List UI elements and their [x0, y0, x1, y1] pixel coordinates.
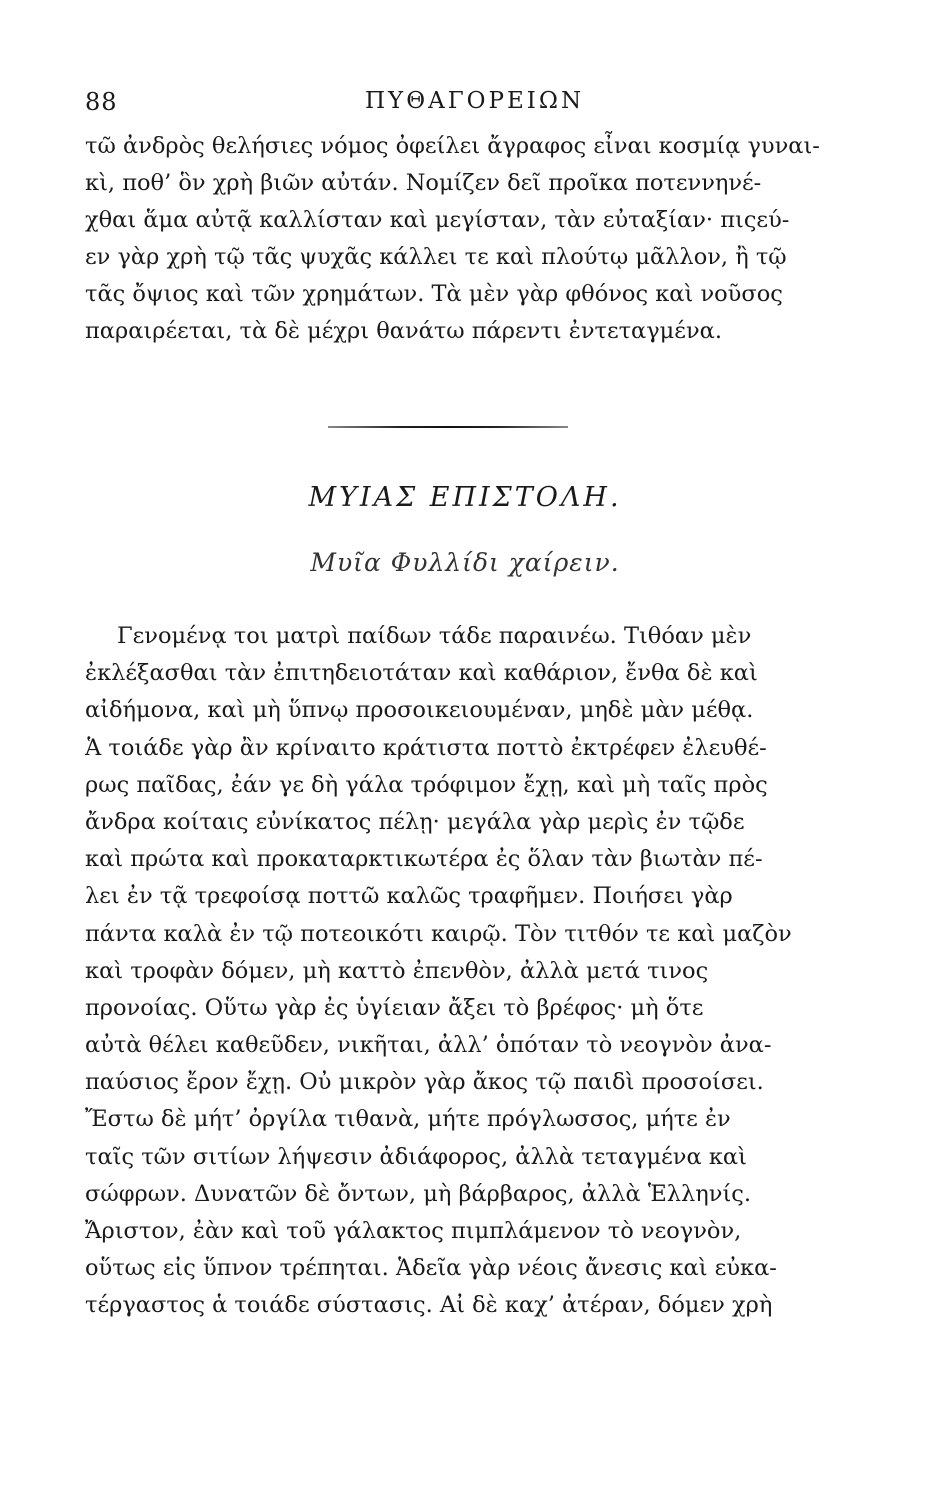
text-line: αἰδήμονα, καὶ μὴ ὕπνῳ προσοικειουμέναν, μηδὲ μὰν μέθᾳ.: [85, 697, 754, 724]
text-line: Ἁ τοιάδε γὰρ ἂν κρίναιτο κράτιστα ποττὸ ἐκτρέφεν ἐλευθέ-: [85, 734, 767, 761]
page-number: 88: [85, 88, 118, 116]
text-line: προνοίας. Οὕτω γὰρ ἐς ὑγίειαν ἄξει τὸ βρέφος· μὴ ὅτε: [85, 994, 704, 1021]
text-line: τῶ ἀνδρὸς θελήσιες νόμος ὀφείλει ἄγραφος εἶναι κοσμίᾳ γυναι-: [85, 133, 820, 159]
text-line: παύσιος ἔρον ἔχῃ. Οὐ μικρὸν γὰρ ἄκος τῷ παιδὶ προσοίσει.: [85, 1069, 764, 1096]
text-line: ρως παῖδας, ἐάν γε δὴ γάλα τρόφιμον ἔχῃ, καὶ μὴ ταῖς πρὸς: [85, 771, 768, 798]
text-line: ἐκλέξασθαι τὰν ἐπιτηδειοτάταν καὶ καθάριον, ἔνθα δὲ καὶ: [85, 660, 758, 687]
letter-body: [85, 618, 820, 1325]
text-line: λει ἐν τᾷ τρεφοίσᾳ ποττῶ καλῶς τραφῆμεν. Ποιήσει γὰρ: [85, 883, 733, 910]
text-line: τέργαστος ἁ τοιάδε σύστασις. Αἰ δὲ καχ’ ἀτέραν, δόμεν χρὴ: [85, 1292, 773, 1319]
text-line: κὶ, ποθ’ ὃν χρὴ βιῶν αὐτάν. Νομίζεν δεῖ προῖκα ποτεννηνέ-: [85, 170, 762, 196]
text-line: ἄνδρα κοίταις εὐνίκατος πέλῃ· μεγάλα γὰρ μερὶς ἐν τῷδε: [85, 808, 745, 835]
text-line: Ἄριστον, ἐὰν καὶ τοῦ γάλακτος πιμπλάμενον τὸ νεογνὸν,: [85, 1218, 742, 1244]
text-line: πάντα καλὰ ἐν τῷ ποτεοικότι καιρῷ. Τὸν τιτθόν τε καὶ μαζὸν: [85, 920, 792, 947]
text-line: Ἔστω δὲ μήτ’ ὀργίλα τιθανὰ, μήτε πρόγλωσσος, μήτε ἐν: [85, 1106, 731, 1133]
running-title: ΠΥΘΑΓΟΡΕΙΩΝ: [365, 88, 585, 114]
text-line: καὶ πρώτα καὶ προκαταρκτικωτέρα ἐς ὅλαν τὰν βιωτὰν πέ-: [85, 846, 763, 873]
text-line: εν γὰρ χρὴ τῷ τᾶς ψυχᾶς κάλλει τε καὶ πλούτῳ μᾶλλον, ἢ τῷ: [85, 244, 787, 270]
text-line: αὐτὰ θέλει καθεῦδεν, νικῆται, ἀλλ’ ὁπόταν τὸ νεογνὸν ἀνα-: [85, 1032, 772, 1059]
letter-title: ΜΥΙΑΣ ΕΠΙΣΤΟΛΗ.: [308, 482, 622, 513]
text-line: Γενομένᾳ τοι ματρὶ παίδων τάδε παραινέω. Τιθόαν μὲν: [117, 623, 752, 649]
letter-salutation: Μυῖα Φυλλίδι χαίρειν.: [310, 548, 620, 577]
running-head: [85, 88, 845, 128]
text-line: ταῖς τῶν σιτίων λήψεσιν ἀδιάφορος, ἀλλὰ τεταγμένα καὶ: [85, 1143, 747, 1170]
text-line: παραιρέεται, τὰ δὲ μέχρι θανάτω πάρεντι ἐντεταγμένα.: [85, 318, 722, 344]
text-line: τᾶς ὄψιος καὶ τῶν χρημάτων. Τὰ μὲν γὰρ φθόνος καὶ νοῦσος: [85, 281, 783, 307]
text-line: οὕτως εἰς ὕπνον τρέπηται. Ἁδεῖα γὰρ νέοις ἄνεσις καὶ εὐκα-: [85, 1255, 777, 1282]
text-line: καὶ τροφὰν δόμεν, μὴ καττὸ ἐπενθὸν, ἀλλὰ μετά τινος: [85, 957, 709, 984]
section-divider: [328, 426, 568, 428]
text-line: σώφρων. Δυνατῶν δὲ ὄντων, μὴ βάρβαρος, ἀλλὰ Ἑλληνίς.: [85, 1180, 752, 1207]
section-continuation: [85, 128, 820, 350]
text-line: χθαι ἅμα αὐτᾷ καλλίσταν καὶ μεγίσταν, τὰν εὐταξίαν· πιςεύ-: [85, 207, 790, 233]
